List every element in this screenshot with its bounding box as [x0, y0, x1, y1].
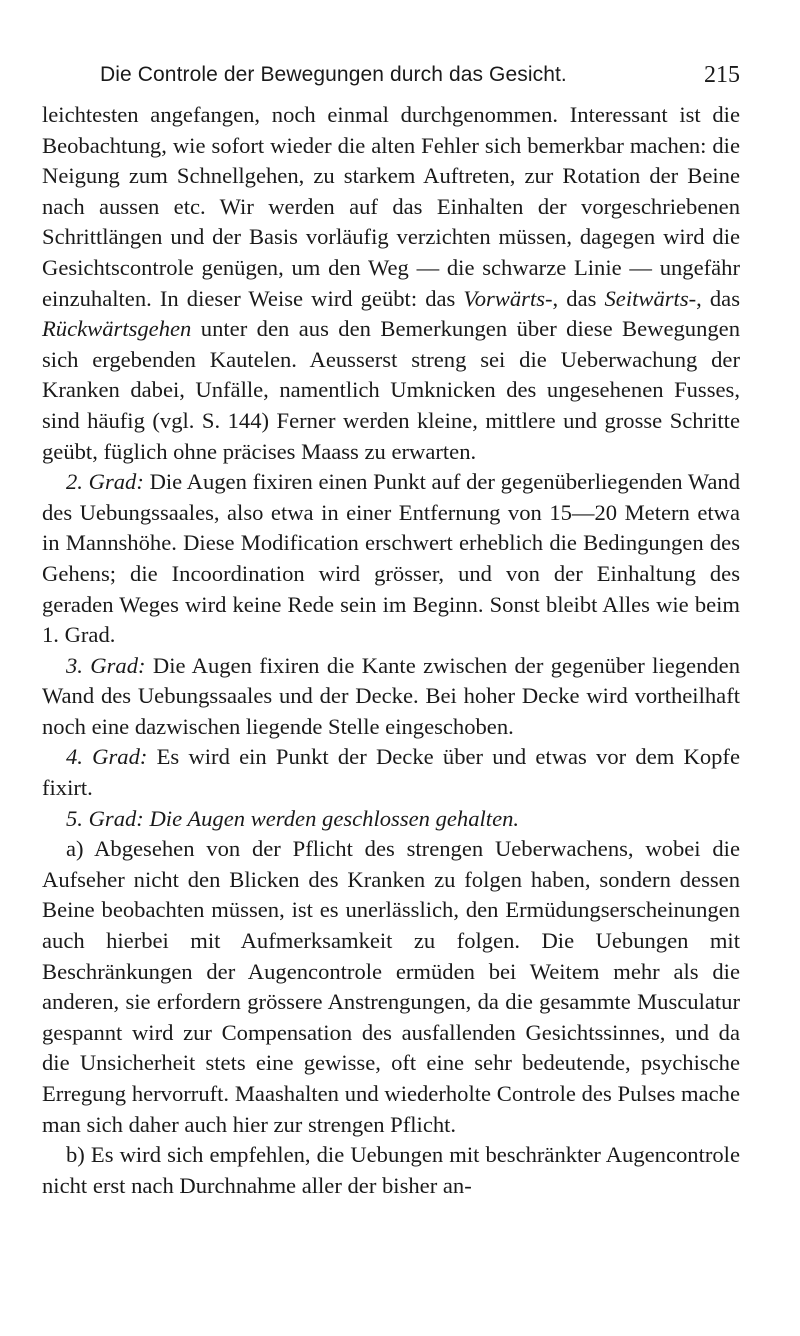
paragraph-1-text-a: leichtesten angefangen, noch einmal durchgenommen. Interessant ist die Beobachtung, wie sofort wieder die alten Fehler sich bemerkbar machen: die Neigung zum Schnellgehen, zu starkem Auftreten, zur Rotation der Beine nach aussen etc. Wir werden auf das Einhalten der vorgeschriebenen Schrittlängen und der Basis vorläufig verzichten müssen, dagegen wird die Gesichtscontrole genügen, um den Weg — die schwarze Linie — ungefähr einzuhalten. In dieser Weise wird geübt: das: [42, 102, 740, 311]
paragraph-b: [42, 1140, 740, 1201]
paragraph-1-text-d: unter den aus den Bemerkungen über diese Bewegungen sich ergebenden Kautelen. Aeusserst streng sei die Ueberwachung der Kranken dabei, Unfälle, namentlich Umknicken des ungesehenen Fusses, sind häufig (vgl. S. 144) Ferner werden kleine, mittlere und grosse Schritte geübt, füglich ohne präcises Maass zu erwarten.: [42, 316, 740, 464]
body-text: [42, 100, 740, 1201]
paragraph-grad-3: [42, 651, 740, 743]
paragraph-1-em-seitwaerts: Seitwärts-: [604, 285, 697, 311]
grad-2-text: Die Augen fixiren einen Punkt auf der gegenüberliegenden Wand des Uebungssaales, also etwa in einer Entfernung von 15—20 Metern etwa in Mannshöhe. Diese Modification erschwert erheblich die Bedingungen des Gehens; die Incoordination wird grösser, und von der Einhaltung des geraden Weges wird keine Rede sein im Beginn. Sonst bleibt Alles wie beim 1. Grad.: [42, 469, 740, 648]
running-title: Die Controle der Bewegungen durch das Gesicht.: [100, 63, 567, 86]
grad-4-text: Es wird ein Punkt der Decke über und etwas vor dem Kopfe fixirt.: [42, 744, 740, 801]
grad-2-label: 2. Grad:: [66, 469, 144, 495]
paragraph-grad-4: [42, 742, 740, 803]
grad-5-label: 5. Grad: Die Augen werden geschlossen gehalten.: [66, 805, 520, 831]
paragraph-a-text: a) Abgesehen von der Pflicht des strengen Ueberwachens, wobei die Aufseher nicht den Blicken des Kranken zu folgen haben, sondern dessen Beine beobachten müssen, ist es unerlässlich, den Ermüdungserscheinungen auch hierbei mit Aufmerksamkeit zu folgen. Die Uebungen mit Beschränkungen der Augencontrole ermüden bei Weitem mehr als die anderen, sie erfordern grössere Anstrengungen, da die gesammte Musculatur gespannt wird zur Compensation des ausfallenden Gesichtssinnes, und da die Unsicherheit stets eine gewisse, oft eine sehr bedeutende, psychische Erregung hervorruft. Maashalten und wiederholte Controle des Pulses mache man sich daher auch hier zur strengen Pflicht.: [42, 836, 740, 1137]
paragraph-grad-5: [42, 804, 740, 835]
paragraph-b-text: b) Es wird sich empfehlen, die Uebungen mit beschränkter Augencontrole nicht erst nach Durchnahme aller der bisher an-: [42, 1142, 740, 1198]
paragraph-grad-2: [42, 467, 740, 651]
running-head: [42, 60, 740, 90]
paragraph-1-text-c: , das: [696, 285, 740, 311]
paragraph-1-em-vorwaerts: Vorwärts-: [463, 285, 553, 311]
page-number: 215: [704, 62, 740, 88]
paragraph-1-text-b: , das: [552, 285, 605, 311]
paragraph-1-em-rueckwaerts: Rückwärtsgehen: [42, 316, 192, 342]
grad-3-text: Die Augen fixiren die Kante zwischen der gegenüber liegenden Wand des Uebungssaales und der Decke. Bei hoher Decke wird vortheilhaft noch eine dazwischen liegende Stelle eingeschoben.: [42, 652, 740, 739]
grad-3-label: 3. Grad:: [66, 652, 146, 678]
paragraph-1: [42, 100, 740, 467]
paragraph-a: [42, 834, 740, 1140]
grad-4-label: 4. Grad:: [66, 744, 148, 770]
